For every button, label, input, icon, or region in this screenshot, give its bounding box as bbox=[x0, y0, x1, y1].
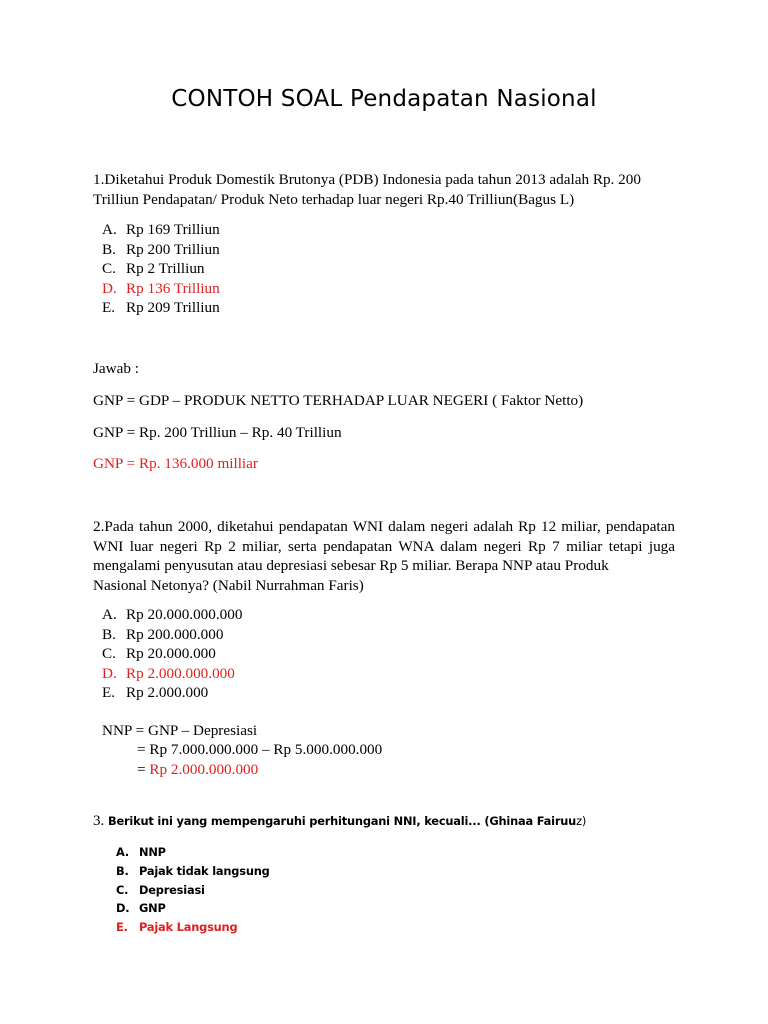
question-2-line-3: mengalami penyusutan atau depresiasi sebesar Rp 5 miliar. Berapa NNP atau Produk bbox=[93, 557, 609, 575]
calc-result: Rp 2.000.000.000 bbox=[149, 761, 259, 778]
option-d-correct: D. Rp 2.000.000.000 bbox=[102, 664, 235, 682]
option-b: B. Pajak tidak langsung bbox=[116, 863, 270, 878]
calc-line-1: NNP = GNP – Depresiasi bbox=[102, 722, 258, 739]
calc-line-3: = Rp 2.000.000.000 bbox=[137, 761, 259, 778]
option-e-correct: E. Pajak Langsung bbox=[116, 920, 238, 935]
calc-line-2: = Rp 7.000.000.000 – Rp 5.000.000.000 bbox=[137, 741, 383, 758]
question-3-text bbox=[93, 813, 586, 830]
option-d: D. GNP bbox=[116, 901, 166, 916]
question-3-options bbox=[116, 843, 270, 937]
option-b: B. Rp 200.000.000 bbox=[102, 625, 224, 643]
option-b: B. Rp 200 Trilliun bbox=[102, 240, 220, 258]
answer-label: Jawab : bbox=[93, 360, 139, 377]
question-3-number: 3. bbox=[93, 813, 108, 829]
question-1-options bbox=[102, 220, 220, 318]
question-2-options bbox=[102, 605, 242, 703]
question-1-line-1: 1.Diketahui Produk Domestik Brutonya (PDB) Indonesia pada tahun 2013 adalah Rp. 200 bbox=[93, 171, 641, 188]
option-a: A. Rp 20.000.000.000 bbox=[102, 606, 243, 623]
option-e: E. Rp 209 Trilliun bbox=[102, 299, 220, 316]
question-1-text bbox=[93, 170, 675, 209]
option-d-correct: D. Rp 136 Trilliun bbox=[102, 279, 220, 297]
option-a: A. NNP bbox=[116, 845, 166, 859]
option-c: C. Rp 20.000.000 bbox=[102, 645, 216, 662]
option-c: C. Depresiasi bbox=[116, 882, 205, 897]
option-c: C. Rp 2 Trilliun bbox=[102, 260, 205, 277]
question-3-body: Berikut ini yang mempengaruhi perhitungani NNI, kecuali... (Ghinaa Fairuu bbox=[108, 814, 577, 828]
option-e: E. Rp 2.000.000 bbox=[102, 684, 209, 701]
question-2-line-2: WNI luar negeri Rp 2 miliar, serta pendapatan WNA dalam negeri Rp 7 miliar tetapi juga bbox=[93, 537, 675, 555]
question-2-line-1: 2.Pada tahun 2000, diketahui pendapatan WNI dalam negeri adalah Rp 12 miliar, pendapatan bbox=[93, 518, 675, 535]
question-3-tail: z) bbox=[576, 814, 587, 828]
option-a: A. Rp 169 Trilliun bbox=[102, 221, 220, 238]
question-2-line-4: Nasional Netonya? (Nabil Nurrahman Faris) bbox=[93, 576, 364, 594]
page-title: CONTOH SOAL Pendapatan Nasional bbox=[171, 86, 597, 112]
question-1-line-2: Trilliun Pendapatan/ Produk Neto terhadap luar negeri Rp.40 Trilliun(Bagus L) bbox=[93, 190, 575, 208]
answer-step-3: GNP = Rp. 136.000 milliar bbox=[93, 455, 258, 472]
question-2-text bbox=[93, 517, 675, 595]
answer-step-1: GNP = GDP – PRODUK NETTO TERHADAP LUAR NEGERI ( Faktor Netto) bbox=[93, 392, 584, 409]
answer-step-2: GNP = Rp. 200 Trilliun – Rp. 40 Trilliun bbox=[93, 424, 342, 441]
